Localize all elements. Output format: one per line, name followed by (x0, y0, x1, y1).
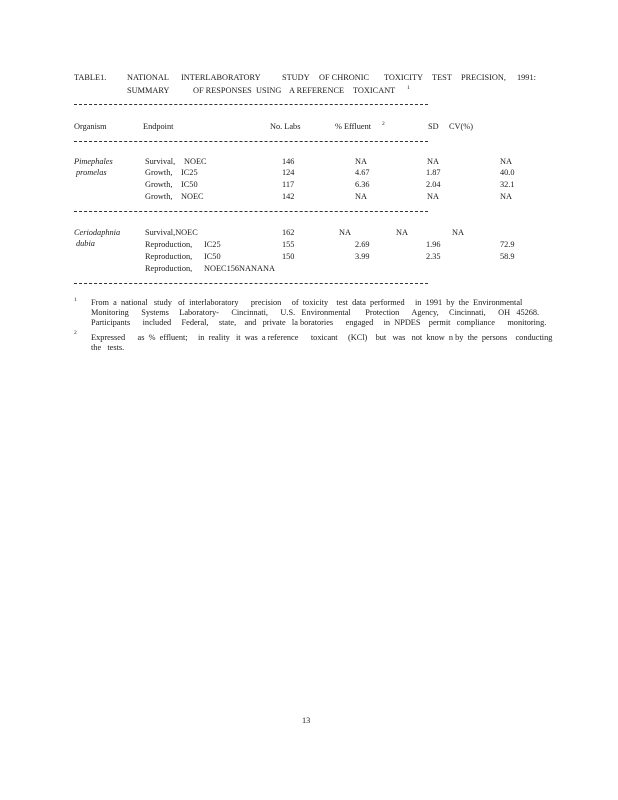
organism-name: Ceriodaphnia (74, 228, 121, 237)
labs-cell: 150 (282, 252, 295, 261)
cv-cell: 32.1 (500, 180, 515, 189)
title-word: PRECISION, (461, 73, 506, 82)
cv-cell: NA (452, 228, 464, 237)
endpoint-cell: Survival, (145, 157, 176, 166)
labs-cell: 162 (282, 228, 295, 237)
header-no-labs: No. Labs (270, 122, 301, 131)
title-word: OF RESPONSES (193, 86, 252, 95)
cv-cell: NA (500, 192, 512, 201)
header-cv: CV(%) (449, 122, 473, 131)
endpoint-cell: Growth, (145, 192, 173, 201)
title-word: INTERLABORATORY (181, 73, 261, 82)
endpoint-cell: Growth, (145, 180, 173, 189)
measure-cell: IC25 (181, 168, 198, 177)
header-effluent: % Effluent (335, 122, 372, 131)
footnote-2 (91, 333, 553, 353)
organism-name: promelas (76, 168, 107, 177)
labs-cell: 142 (282, 192, 295, 201)
table-rule-header (74, 141, 428, 142)
effluent-cell: NA (339, 228, 351, 237)
endpoint-cell: Reproduction, (145, 264, 193, 273)
cv-cell: NA (500, 157, 512, 166)
effluent-cell: NA (355, 157, 367, 166)
page-number: 13 (302, 716, 311, 725)
effluent-cell: NA (355, 192, 367, 201)
measure-run-cell: NOEC156NANANA (204, 264, 275, 273)
title-word: TOXICANT (353, 86, 396, 95)
title-word: OF CHRONIC (319, 73, 370, 82)
title-footnote-mark: 1 (407, 85, 410, 91)
endpoint-cell: Survival,NOEC (145, 228, 198, 237)
endpoint-cell: Growth, (145, 168, 173, 177)
effluent-cell: 4.67 (355, 168, 370, 177)
title-word: TEST (432, 73, 452, 82)
footnote-line: Expressed as % effluent; in reality it was a reference toxicant (KCl) but was not know n by the persons conducting (91, 333, 553, 342)
cv-cell: 72.9 (500, 240, 515, 249)
table-rule-top (74, 104, 428, 105)
sd-cell: 2.04 (426, 180, 441, 189)
title-word: STUDY (282, 73, 310, 82)
title-word: TOXICITY (384, 73, 424, 82)
labs-cell: 155 (282, 240, 295, 249)
footnote-mark: 2 (74, 330, 77, 336)
effluent-cell: 6.36 (355, 180, 370, 189)
footnote-mark: 1 (74, 297, 77, 303)
cv-cell: 58.9 (500, 252, 515, 261)
header-endpoint: Endpoint (143, 122, 174, 131)
effluent-cell: 2.69 (355, 240, 370, 249)
footnote-line: Monitoring Systems Laboratory- Cincinnati, U.S. Environmental Protection Agency, Cincinnati, OH 45268. (91, 308, 540, 318)
table-rule-bottom (74, 283, 428, 284)
table-label: TABLE1. (74, 73, 107, 82)
header-sd: SD (428, 122, 439, 131)
sd-cell: NA (427, 192, 439, 201)
labs-cell: 124 (282, 168, 295, 177)
title-word: A REFERENCE (289, 86, 345, 95)
organism-name: dubia (76, 239, 95, 248)
effluent-cell: 3.99 (355, 252, 370, 261)
footnote-line: From a national study of interlaboratory precision of toxicity test data performed in 1991 by the Environmental (91, 298, 523, 307)
footnote-line: Participants included Federal, state, and private la boratories engaged in NPDES permit compliance monitoring. (91, 318, 547, 328)
footnote-1 (91, 298, 547, 329)
sd-cell: NA (427, 157, 439, 166)
endpoint-cell: Reproduction, (145, 240, 193, 249)
endpoint-cell: Reproduction, (145, 252, 193, 261)
sd-cell: 2.35 (426, 252, 441, 261)
labs-cell: 117 (282, 180, 295, 189)
organism-name: Pimephales (74, 157, 113, 166)
title-word: 1991: (517, 73, 536, 82)
header-effluent-mark: 2 (382, 121, 385, 127)
measure-cell: NOEC (184, 157, 207, 166)
sd-cell: 1.87 (426, 168, 441, 177)
sd-cell: NA (396, 228, 408, 237)
title-word: SUMMARY (127, 86, 170, 95)
measure-cell: NOEC (181, 192, 204, 201)
header-organism: Organism (74, 122, 107, 131)
measure-cell: IC50 (204, 252, 221, 261)
title-word: USING (256, 86, 282, 95)
footnote-line: the tests. (91, 343, 125, 353)
sd-cell: 1.96 (426, 240, 441, 249)
labs-cell: 146 (282, 157, 295, 166)
cv-cell: 40.0 (500, 168, 515, 177)
title-word: NATIONAL (127, 73, 169, 82)
table-rule-group (74, 211, 428, 212)
measure-cell: IC25 (204, 240, 221, 249)
measure-cell: IC50 (181, 180, 198, 189)
